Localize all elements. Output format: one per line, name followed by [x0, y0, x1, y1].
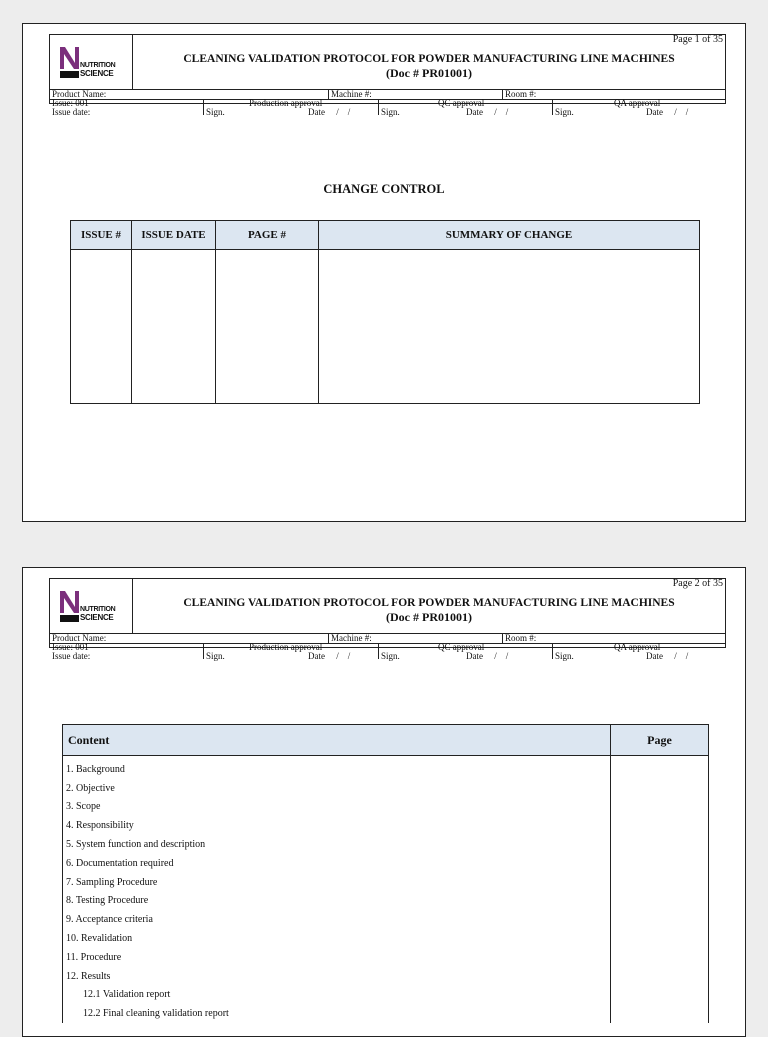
toc-item-page — [611, 854, 709, 873]
issue-label: Issue: 001 — [52, 642, 89, 652]
toc-item-label[interactable]: 10. Revalidation — [63, 929, 611, 948]
toc-item-label[interactable]: 9. Acceptance criteria — [63, 910, 611, 929]
toc-item-page — [611, 779, 709, 798]
document-title: CLEANING VALIDATION PROTOCOL FOR POWDER MANUFACTURING LINE MACHINES — [183, 597, 675, 609]
toc-item[interactable] — [63, 948, 709, 967]
logo-text-science: SCIENCE — [80, 613, 114, 622]
qa-sign-label: Sign. — [555, 651, 574, 661]
company-logo — [60, 589, 122, 625]
logo-mark-icon — [60, 589, 80, 623]
page-number: Page 1 of 35 — [672, 34, 723, 45]
divider — [502, 90, 503, 99]
toc-item-page — [611, 835, 709, 854]
divider — [378, 99, 379, 115]
production-sign-label: Sign. — [206, 107, 225, 117]
logo-text-nutrition: NUTRITION — [80, 62, 116, 69]
company-logo — [60, 45, 122, 81]
production-sign-label: Sign. — [206, 651, 225, 661]
document-number: (Doc # PR01001) — [386, 610, 472, 624]
table-of-contents — [62, 724, 709, 1023]
toc-item[interactable] — [63, 779, 709, 798]
toc-item[interactable] — [63, 835, 709, 854]
production-approval-label: Production approval — [249, 98, 323, 108]
summary-cell — [319, 250, 700, 404]
issue-cell — [71, 250, 132, 404]
room-label: Room #: — [505, 89, 537, 99]
divider — [502, 634, 503, 643]
toc-item-label[interactable]: 2. Objective — [63, 779, 611, 798]
title-cell — [133, 579, 725, 633]
table-row — [71, 250, 700, 404]
logo-text-science: SCIENCE — [80, 69, 114, 78]
toc-item[interactable] — [63, 798, 709, 817]
qc-date-label: Date / / — [466, 651, 509, 661]
document-header — [49, 578, 726, 661]
issue-date-label: Issue date: — [52, 107, 91, 117]
qc-approval-label: QC approval — [438, 642, 485, 652]
logo-cell — [50, 579, 133, 633]
column-header-issue: ISSUE # — [71, 221, 132, 250]
toc-item-label[interactable]: 3. Scope — [63, 798, 611, 817]
toc-header-row — [63, 725, 709, 756]
title-cell — [133, 35, 725, 89]
production-date-label: Date / / — [308, 651, 351, 661]
product-name-label: Product Name: — [52, 633, 107, 643]
toc-item[interactable] — [63, 854, 709, 873]
machine-label: Machine #: — [331, 633, 372, 643]
toc-item-page — [611, 1004, 709, 1023]
toc-item-label[interactable]: 11. Procedure — [63, 948, 611, 967]
toc-item-label[interactable]: 4. Responsibility — [63, 816, 611, 835]
production-date-label: Date / / — [308, 107, 351, 117]
document-number: (Doc # PR01001) — [386, 66, 472, 80]
table-header-row — [71, 221, 700, 250]
issue-date-label: Issue date: — [52, 651, 91, 661]
toc-item[interactable] — [63, 892, 709, 911]
change-control-table — [70, 220, 700, 404]
divider — [328, 90, 329, 99]
toc-item[interactable] — [63, 929, 709, 948]
qa-date-label: Date / / — [646, 107, 689, 117]
qc-approval-label: QC approval — [438, 98, 485, 108]
toc-item-page — [611, 873, 709, 892]
divider — [328, 634, 329, 643]
toc-item[interactable] — [63, 910, 709, 929]
toc-item-label[interactable]: 8. Testing Procedure — [63, 892, 611, 911]
document-page-1 — [22, 23, 746, 522]
qc-sign-label: Sign. — [381, 651, 400, 661]
page-number: Page 2 of 35 — [672, 578, 723, 589]
qc-sign-label: Sign. — [381, 107, 400, 117]
qa-sign-label: Sign. — [555, 107, 574, 117]
approval-row — [50, 643, 725, 663]
toc-item[interactable] — [63, 756, 709, 779]
toc-item-label[interactable]: 7. Sampling Procedure — [63, 873, 611, 892]
change-control-title: CHANGE CONTROL — [323, 182, 445, 196]
toc-item-page — [611, 948, 709, 967]
toc-item-page — [611, 816, 709, 835]
toc-item-label[interactable]: 6. Documentation required — [63, 854, 611, 873]
qa-date-label: Date / / — [646, 651, 689, 661]
toc-item-page — [611, 910, 709, 929]
toc-item-page — [611, 986, 709, 1005]
toc-subitem-label[interactable]: 12.1 Validation report — [63, 986, 611, 1005]
toc-item-page — [611, 892, 709, 911]
divider — [552, 643, 553, 659]
divider — [552, 99, 553, 115]
toc-item-page — [611, 967, 709, 986]
qa-approval-label: QA approval — [614, 98, 661, 108]
logo-cell — [50, 35, 133, 89]
column-header-page: PAGE # — [216, 221, 319, 250]
machine-label: Machine #: — [331, 89, 372, 99]
logo-mark-icon — [60, 45, 80, 79]
issue-label: Issue: 001 — [52, 98, 89, 108]
toc-item-page — [611, 756, 709, 779]
document-page-2 — [22, 567, 746, 1037]
toc-item[interactable] — [63, 816, 709, 835]
toc-header-content: Content — [63, 725, 611, 756]
page-cell — [216, 250, 319, 404]
toc-item[interactable] — [63, 873, 709, 892]
logo-text-nutrition: NUTRITION — [80, 606, 116, 613]
toc-item[interactable] — [63, 986, 709, 1005]
divider — [203, 643, 204, 659]
toc-item-label[interactable]: 1. Background — [63, 756, 611, 779]
product-name-label: Product Name: — [52, 89, 107, 99]
divider — [203, 99, 204, 115]
production-approval-label: Production approval — [249, 642, 323, 652]
toc-item-page — [611, 929, 709, 948]
qa-approval-label: QA approval — [614, 642, 661, 652]
toc-item-page — [611, 798, 709, 817]
issue-date-cell — [132, 250, 216, 404]
qc-date-label: Date / / — [466, 107, 509, 117]
toc-item[interactable] — [63, 1004, 709, 1023]
toc-header-page: Page — [611, 725, 709, 756]
toc-item-label[interactable]: 12. Results — [63, 967, 611, 986]
toc-item[interactable] — [63, 967, 709, 986]
room-label: Room #: — [505, 633, 537, 643]
approval-row — [50, 99, 725, 119]
divider — [378, 643, 379, 659]
document-header — [49, 34, 726, 117]
column-header-issue-date: ISSUE DATE — [132, 221, 216, 250]
column-header-summary: SUMMARY OF CHANGE — [319, 221, 700, 250]
document-title: CLEANING VALIDATION PROTOCOL FOR POWDER MANUFACTURING LINE MACHINES — [183, 53, 675, 65]
toc-item-label[interactable]: 5. System function and description — [63, 835, 611, 854]
toc-subitem-label[interactable]: 12.2 Final cleaning validation report — [63, 1004, 611, 1023]
